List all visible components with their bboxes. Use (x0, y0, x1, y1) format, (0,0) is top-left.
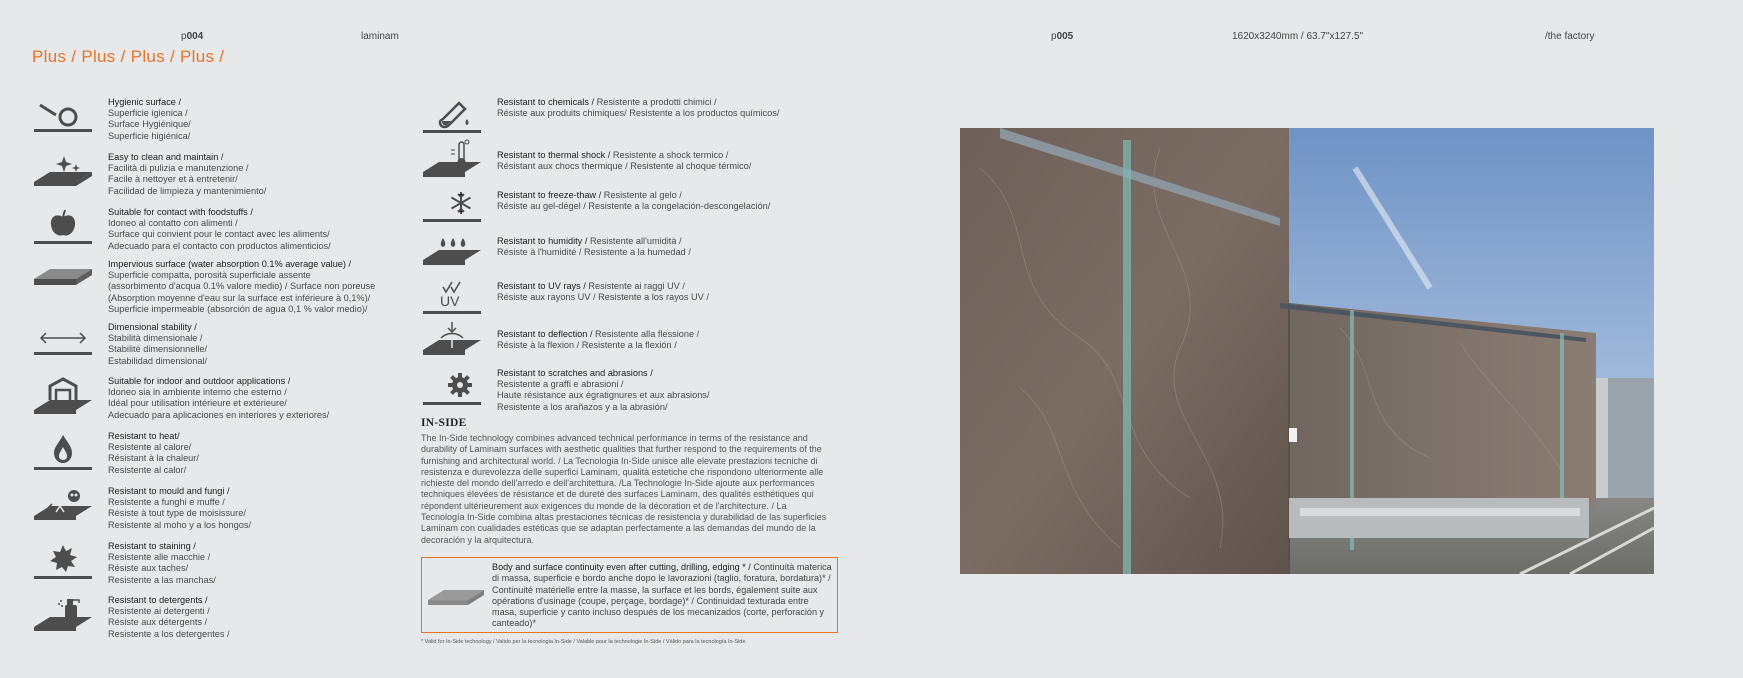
feature-line: Résiste aux rayons UV / Resistente a los rayos UV / (497, 292, 709, 303)
feature-line: Idoneo sia in ambiente interno che esterno / (108, 387, 287, 398)
hygienic-surface-icon (32, 97, 94, 139)
feature-title: Resistant to mould and fungi / (108, 486, 230, 496)
feature-title: Resistant to detergents / (108, 595, 208, 605)
feature-text (108, 541, 216, 586)
mould-fungi-icon (32, 486, 94, 528)
impervious-surface-icon (32, 259, 94, 301)
feature-line: Résiste à l'humidité / Resistente a la humedad / (497, 247, 691, 258)
feature-title: Resistant to freeze-thaw / (497, 190, 602, 200)
humidity-icon (421, 236, 483, 278)
page-number: 004 (186, 31, 204, 42)
feature-text (108, 431, 199, 476)
thermal-shock-icon (421, 138, 483, 180)
feature-line: Superficie impermeable (absorción de agua 0,1 % valor medio)/ (108, 303, 368, 314)
feature-line: Resistente a las manchas/ (108, 574, 216, 585)
indoor-outdoor-icon (32, 376, 94, 418)
flame-icon (32, 431, 94, 473)
right-page-number (1051, 31, 1073, 42)
footnote: * Valid for In-Side technology / Valido per la tecnologia In-Side / Valable pour la technologie In-Side / Válido para la tecnología In-Side (421, 639, 746, 645)
feature-line: Resistente a shock termico / (610, 150, 729, 160)
page-prefix: p (181, 31, 187, 42)
gear-icon (421, 368, 483, 410)
feature-line: Idoneo al contatto con alimenti / (108, 218, 238, 229)
feature-line: Résistant aux chocs thermique / Resistente al choque térmico/ (497, 161, 752, 172)
feature-text (108, 152, 266, 197)
feature-title: Hygienic surface / (108, 97, 182, 107)
continuity-body: Continuità materica di massa, superficie e bordo anche dopo le lavorazioni (taglio, foratura, bordatura)* / Continuité matérielle entre la masse, la surface et les bords, également suite aux opérations d'usinage (coupe, perçage, bordage)* / Continuidad texturada entre masa, superficie y canto incluso después de los mecanizados (corte, perforación y canteado)* (492, 562, 832, 629)
feature-line: (assorbimento d'acqua 0.1% valore medio) / Surface non poreuse (108, 281, 376, 292)
staining-icon (32, 541, 94, 583)
feature-line: Résiste au gel-dégel / Resistente a la congelación-descongelación/ (497, 201, 771, 212)
continuity-title: Body and surface continuity even after cutting, drilling, edging * / (492, 562, 751, 572)
inside-paragraph: The In-Side technology combines advanced technical performance in terms of the resistance and durability of Laminam surfaces with aesthetic qualities that further respond to the requirements of the furnishing and architectural world. / La Tecnologia In-Side unisce alle elevate prestazioni tecniche di resistenza e durevolezza delle superfici Laminam, qualità estetiche che rispondono ulteriormente alle richieste del mondo dell'arredo e dell'architettura. /La Technologie In-Side ajoute aux performances techniques élevées de résistance et de dureté des surfaces Laminam, des qualités esthétiques qui répondent ultérieurement aux exigences du monde de la décoration et de l'architecture. / La Tecnología In-Side combina altas prestaciones técnicas de resistencia y durabilidad de las superficies Laminam con cualidades estéticas que se adaptan perfectamente a las demandas del mundo de la decoración y la arquitectura. (421, 433, 827, 545)
feature-text (108, 376, 329, 421)
feature-line: Resistente alle macchie / (108, 552, 211, 563)
feature-title: Resistant to UV rays / (497, 281, 586, 291)
easy-clean-icon (32, 152, 94, 194)
feature-title: Resistant to deflection / (497, 329, 593, 339)
detergent-icon (32, 595, 94, 637)
feature-line: (Absorption moyenne d'eau sur la surface est inférieure à 0,1%)/ (108, 292, 371, 303)
feature-title: Suitable for contact with foodstuffs / (108, 207, 253, 217)
left-brand: laminam (361, 31, 399, 42)
feature-line: Surface qui convient pour le contact avec les aliments/ (108, 229, 330, 240)
feature-line: Résiste aux détergents / (108, 617, 208, 628)
left-page-number (181, 31, 203, 42)
slab-icon (426, 578, 486, 612)
feature-title: Resistant to scratches and abrasions / (497, 368, 653, 378)
feature-text (497, 236, 691, 258)
feature-line: Resistente al moho y a los hongos/ (108, 519, 251, 530)
feature-line: Facilità di pulizia e manutenzione / (108, 163, 249, 174)
feature-line: Stabilité dimensionnelle/ (108, 344, 208, 355)
feature-line: Estabilidad dimensional/ (108, 355, 208, 366)
right-section: /the factory (1545, 31, 1595, 42)
feature-line: Stabilità dimensionale / (108, 333, 203, 344)
feature-line: Résiste aux produits chimiques/ Resistente a los productos químicos/ (497, 108, 780, 119)
feature-line: Resistente a prodotti chimici / (594, 97, 717, 107)
feature-line: Superficie compatta, porosità superficiale assente (108, 270, 311, 281)
uv-icon (421, 281, 483, 323)
feature-line: Resistente alla flessione / (592, 329, 700, 339)
feature-line: Resistente al calore/ (108, 442, 192, 453)
page-number: 005 (1056, 31, 1074, 42)
feature-line: Adecuado para aplicaciones en interiores y exteriores/ (108, 409, 330, 420)
feature-text (497, 150, 751, 172)
feature-line: Facilidad de limpieza y mantenimiento/ (108, 185, 267, 196)
feature-text (108, 97, 191, 142)
feature-line: Résistant à la chaleur/ (108, 453, 199, 464)
dimensional-stability-icon (32, 322, 94, 364)
feature-line: Resistente ai detergenti / (108, 606, 210, 617)
feature-title: Resistant to humidity / (497, 236, 588, 246)
apple-icon (32, 207, 94, 249)
feature-line: Resistente ai raggi UV / (585, 281, 685, 291)
feature-title: Resistant to chemicals / (497, 97, 595, 107)
feature-line: Resistente a graffi e abrasioni / (497, 379, 624, 390)
feature-title: Dimensional stability / (108, 322, 197, 332)
feature-line: Résiste à tout type de moisissure/ (108, 508, 246, 519)
feature-line: Idéal pour utilisation intérieure et extérieure/ (108, 398, 287, 409)
feature-line: Superficie higiénica/ (108, 130, 191, 141)
feature-title: Resistant to heat/ (108, 431, 180, 441)
plus-title: Plus / Plus / Plus / Plus / (32, 47, 225, 66)
feature-title: Easy to clean and maintain / (108, 152, 224, 162)
feature-text (497, 281, 709, 303)
continuity-text (492, 562, 832, 630)
feature-line: Resistente al calor/ (108, 464, 187, 475)
continuity-box (421, 557, 838, 633)
feature-text (108, 259, 375, 315)
feature-line: Résiste à la flexion / Resistente a la flexión / (497, 340, 677, 351)
feature-line: Resistente a los detergentes / (108, 628, 230, 639)
feature-text (497, 190, 770, 212)
deflection-icon (421, 320, 483, 362)
feature-title: Suitable for indoor and outdoor applications / (108, 376, 291, 386)
factory-photo (960, 128, 1654, 574)
feature-text (108, 486, 251, 531)
feature-line: Resistente a funghi e muffe / (108, 497, 225, 508)
feature-text (108, 322, 207, 367)
feature-title: Resistant to thermal shock / (497, 150, 611, 160)
feature-line: Adecuado para el contacto con productos alimenticios/ (108, 240, 331, 251)
feature-title: Resistant to staining / (108, 541, 196, 551)
feature-line: Résiste aux taches/ (108, 563, 189, 574)
inside-heading: IN-SIDE (421, 417, 467, 429)
feature-line: Haute résistance aux égratignures et aux abrasions/ (497, 390, 710, 401)
chemicals-icon (421, 97, 483, 139)
feature-line: Surface Hygiénique/ (108, 119, 191, 130)
feature-text (497, 329, 699, 351)
feature-line: Resistente a los arañazos y a la abrasión/ (497, 401, 668, 412)
feature-text (108, 595, 230, 640)
feature-text (497, 368, 709, 413)
feature-line: Superficie igienica / (108, 108, 188, 119)
snowflake-icon (421, 190, 483, 232)
feature-text (497, 97, 779, 119)
feature-line: Facile à nettoyer et à entretenir/ (108, 174, 238, 185)
feature-text (108, 207, 331, 252)
feature-line: Resistente al gelo / (601, 190, 682, 200)
feature-line: Resistente all'umidità / (587, 236, 682, 246)
svg-text:UV: UV (440, 293, 460, 309)
page-prefix: p (1051, 31, 1057, 42)
feature-title: Impervious surface (water absorption 0.1% average value) / (108, 259, 352, 269)
right-size: 1620x3240mm / 63.7"x127.5" (1232, 31, 1364, 42)
